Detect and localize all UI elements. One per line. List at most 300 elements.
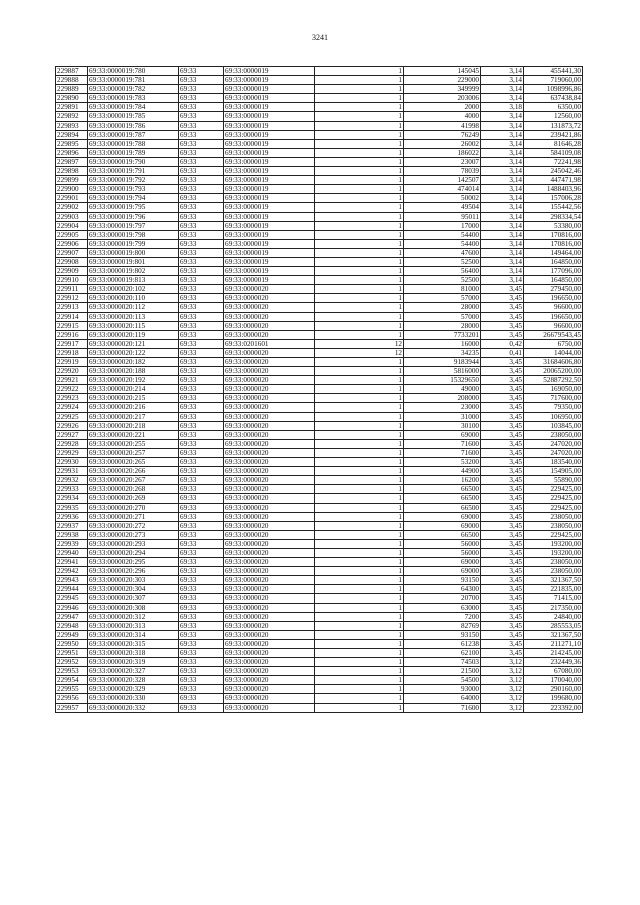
parcel-count-cell: 1	[315, 485, 404, 494]
region-code-cell: 69:33	[179, 285, 224, 294]
parcel-count-cell: 1	[315, 303, 404, 312]
quarter-number-cell: 69:33:0000019	[224, 85, 315, 94]
table-row	[56, 594, 583, 603]
area-cell: 4000	[404, 112, 481, 121]
value-cell: 199680,00	[524, 694, 583, 703]
table-row	[56, 494, 583, 503]
quarter-number-cell: 69:33:0000019	[224, 230, 315, 239]
area-cell: 17000	[404, 221, 481, 230]
region-code-cell: 69:33	[179, 94, 224, 103]
table-row	[56, 230, 583, 239]
quarter-number-cell: 69:33:0000020	[224, 394, 315, 403]
parcel-count-cell: 1	[315, 576, 404, 585]
parcel-count-cell: 1	[315, 630, 404, 639]
cadastral-number-cell: 69:33:0000020:113	[88, 312, 179, 321]
cadastral-number-cell: 69:33:0000019:792	[88, 176, 179, 185]
parcel-count-cell: 1	[315, 667, 404, 676]
parcel-count-cell: 1	[315, 548, 404, 557]
quarter-number-cell: 69:33:0000019	[224, 203, 315, 212]
rate-cell: 3,45	[481, 285, 524, 294]
area-cell: 186022	[404, 148, 481, 157]
area-cell: 93150	[404, 576, 481, 585]
quarter-number-cell: 69:33:0000020	[224, 512, 315, 521]
value-cell: 455441,30	[524, 67, 583, 76]
cadastral-number-cell: 69:33:0000020:294	[88, 548, 179, 557]
area-cell: 16000	[404, 339, 481, 348]
parcel-count-cell: 1	[315, 585, 404, 594]
row-id-cell: 229942	[56, 567, 88, 576]
cadastral-number-cell: 69:33:0000020:295	[88, 558, 179, 567]
cadastral-number-cell: 69:33:0000020:308	[88, 603, 179, 612]
value-cell: 229425,00	[524, 503, 583, 512]
parcel-count-cell: 1	[315, 639, 404, 648]
region-code-cell: 69:33	[179, 539, 224, 548]
rate-cell: 3,45	[481, 630, 524, 639]
table-row	[56, 521, 583, 530]
area-cell: 142507	[404, 176, 481, 185]
quarter-number-cell: 69:33:0000020	[224, 558, 315, 567]
value-cell: 247020,00	[524, 439, 583, 448]
value-cell: 196650,00	[524, 312, 583, 321]
quarter-number-cell: 69:33:0000019	[224, 94, 315, 103]
cadastral-number-cell: 69:33:0000020:122	[88, 348, 179, 357]
cadastral-number-cell: 69:33:0000020:328	[88, 676, 179, 685]
parcel-count-cell: 1	[315, 658, 404, 667]
quarter-number-cell: 69:33:0000019	[224, 239, 315, 248]
value-cell: 55890,00	[524, 476, 583, 485]
cadastral-number-cell: 69:33:0000020:272	[88, 521, 179, 530]
rate-cell: 0,42	[481, 339, 524, 348]
rate-cell: 3,45	[481, 321, 524, 330]
quarter-number-cell: 69:33:0000020	[224, 612, 315, 621]
cadastral-number-cell: 69:33:0000020:327	[88, 667, 179, 676]
quarter-number-cell: 69:33:0000020	[224, 448, 315, 457]
rate-cell: 3,14	[481, 221, 524, 230]
row-id-cell: 229901	[56, 194, 88, 203]
value-cell: 79350,00	[524, 403, 583, 412]
parcel-count-cell: 1	[315, 394, 404, 403]
parcel-count-cell: 1	[315, 421, 404, 430]
parcel-count-cell: 1	[315, 367, 404, 376]
area-cell: 31000	[404, 412, 481, 421]
table-row	[56, 257, 583, 266]
row-id-cell: 229933	[56, 485, 88, 494]
region-code-cell: 69:33	[179, 703, 224, 712]
region-code-cell: 69:33	[179, 248, 224, 257]
table-row	[56, 203, 583, 212]
value-cell: 154905,00	[524, 467, 583, 476]
quarter-number-cell: 69:33:0000019	[224, 121, 315, 130]
cadastral-number-cell: 69:33:0000020:218	[88, 421, 179, 430]
rate-cell: 3,14	[481, 167, 524, 176]
table-row	[56, 148, 583, 157]
cadastral-number-cell: 69:33:0000019:794	[88, 194, 179, 203]
table-row	[56, 558, 583, 567]
row-id-cell: 229892	[56, 112, 88, 121]
quarter-number-cell: 69:33:0000020	[224, 530, 315, 539]
region-code-cell: 69:33	[179, 303, 224, 312]
table-row	[56, 112, 583, 121]
value-cell: 67080,00	[524, 667, 583, 676]
rate-cell: 3,45	[481, 476, 524, 485]
rate-cell: 3,45	[481, 458, 524, 467]
value-cell: 238050,00	[524, 567, 583, 576]
region-code-cell: 69:33	[179, 685, 224, 694]
area-cell: 9183944	[404, 358, 481, 367]
table-row	[56, 139, 583, 148]
quarter-number-cell: 69:33:0000020	[224, 367, 315, 376]
rate-cell: 3,18	[481, 103, 524, 112]
cadastral-number-cell: 69:33:0000020:315	[88, 639, 179, 648]
quarter-number-cell: 69:33:0000019	[224, 130, 315, 139]
area-cell: 41998	[404, 121, 481, 130]
parcel-count-cell: 1	[315, 257, 404, 266]
area-cell: 7733201	[404, 330, 481, 339]
rate-cell: 3,45	[481, 412, 524, 421]
value-cell: 96600,00	[524, 303, 583, 312]
area-cell: 66500	[404, 530, 481, 539]
region-code-cell: 69:33	[179, 521, 224, 530]
row-id-cell: 229950	[56, 639, 88, 648]
value-cell: 183540,00	[524, 458, 583, 467]
region-code-cell: 69:33	[179, 649, 224, 658]
region-code-cell: 69:33	[179, 130, 224, 139]
value-cell: 245042,46	[524, 167, 583, 176]
row-id-cell: 229938	[56, 530, 88, 539]
table-row	[56, 503, 583, 512]
value-cell: 170816,00	[524, 239, 583, 248]
region-code-cell: 69:33	[179, 612, 224, 621]
rate-cell: 3,12	[481, 658, 524, 667]
quarter-number-cell: 69:33:0000019	[224, 194, 315, 203]
parcel-count-cell: 1	[315, 194, 404, 203]
table-row	[56, 367, 583, 376]
rate-cell: 3,12	[481, 676, 524, 685]
value-cell: 229425,00	[524, 530, 583, 539]
region-code-cell: 69:33	[179, 312, 224, 321]
row-id-cell: 229927	[56, 430, 88, 439]
rate-cell: 3,14	[481, 85, 524, 94]
region-code-cell: 69:33	[179, 467, 224, 476]
table-row	[56, 212, 583, 221]
cadastral-number-cell: 69:33:0000019:786	[88, 121, 179, 130]
area-cell: 71600	[404, 703, 481, 712]
parcel-count-cell: 1	[315, 376, 404, 385]
rate-cell: 3,45	[481, 521, 524, 530]
cadastral-number-cell: 69:33:0000020:273	[88, 530, 179, 539]
parcel-count-cell: 1	[315, 403, 404, 412]
row-id-cell: 229889	[56, 85, 88, 94]
table-row	[56, 667, 583, 676]
rate-cell: 3,45	[481, 439, 524, 448]
parcel-count-cell: 1	[315, 312, 404, 321]
table-row	[56, 458, 583, 467]
table-row	[56, 476, 583, 485]
cadastral-number-cell: 69:33:0000019:790	[88, 157, 179, 166]
area-cell: 23000	[404, 403, 481, 412]
row-id-cell: 229918	[56, 348, 88, 357]
table-row	[56, 467, 583, 476]
area-cell: 76249	[404, 130, 481, 139]
row-id-cell: 229888	[56, 76, 88, 85]
rate-cell: 0,41	[481, 348, 524, 357]
region-code-cell: 69:33	[179, 76, 224, 85]
region-code-cell: 69:33	[179, 658, 224, 667]
region-code-cell: 69:33	[179, 421, 224, 430]
value-cell: 170040,00	[524, 676, 583, 685]
row-id-cell: 229920	[56, 367, 88, 376]
table-row	[56, 194, 583, 203]
rate-cell: 3,45	[481, 448, 524, 457]
value-cell: 26679543,45	[524, 330, 583, 339]
rate-cell: 3,14	[481, 121, 524, 130]
row-id-cell: 229902	[56, 203, 88, 212]
cadastral-number-cell: 69:33:0000019:793	[88, 185, 179, 194]
rate-cell: 3,14	[481, 67, 524, 76]
area-cell: 66500	[404, 485, 481, 494]
table-row	[56, 330, 583, 339]
area-cell: 15329650	[404, 376, 481, 385]
cadastral-number-cell: 69:33:0000019:787	[88, 130, 179, 139]
parcel-count-cell: 1	[315, 203, 404, 212]
region-code-cell: 69:33	[179, 448, 224, 457]
row-id-cell: 229925	[56, 412, 88, 421]
value-cell: 290160,00	[524, 685, 583, 694]
cadastral-number-cell: 69:33:0000019:799	[88, 239, 179, 248]
area-cell: 21500	[404, 667, 481, 676]
value-cell: 1488403,96	[524, 185, 583, 194]
parcel-count-cell: 1	[315, 248, 404, 257]
parcel-count-cell: 1	[315, 94, 404, 103]
quarter-number-cell: 69:33:0000020	[224, 467, 315, 476]
rate-cell: 3,45	[481, 485, 524, 494]
area-cell: 34235	[404, 348, 481, 357]
area-cell: 30100	[404, 421, 481, 430]
area-cell: 69000	[404, 521, 481, 530]
region-code-cell: 69:33	[179, 503, 224, 512]
area-cell: 69000	[404, 558, 481, 567]
value-cell: 321367,50	[524, 630, 583, 639]
area-cell: 53200	[404, 458, 481, 467]
area-cell: 81000	[404, 285, 481, 294]
cadastral-number-cell: 69:33:0000020:330	[88, 694, 179, 703]
table-row	[56, 621, 583, 630]
rate-cell: 3,45	[481, 512, 524, 521]
table-row	[56, 512, 583, 521]
region-code-cell: 69:33	[179, 530, 224, 539]
row-id-cell: 229891	[56, 103, 88, 112]
row-id-cell: 229906	[56, 239, 88, 248]
cadastral-number-cell: 69:33:0000019:795	[88, 203, 179, 212]
cadastral-number-cell: 69:33:0000019:782	[88, 85, 179, 94]
table-row	[56, 76, 583, 85]
area-cell: 52500	[404, 257, 481, 266]
row-id-cell: 229949	[56, 630, 88, 639]
region-code-cell: 69:33	[179, 367, 224, 376]
value-cell: 170816,00	[524, 230, 583, 239]
rate-cell: 3,45	[481, 603, 524, 612]
table-row	[56, 685, 583, 694]
table-row	[56, 221, 583, 230]
region-code-cell: 69:33	[179, 603, 224, 612]
region-code-cell: 69:33	[179, 430, 224, 439]
parcel-count-cell: 1	[315, 358, 404, 367]
table-row	[56, 267, 583, 276]
cadastral-number-cell: 69:33:0000019:783	[88, 94, 179, 103]
quarter-number-cell: 69:33:0000019	[224, 67, 315, 76]
region-code-cell: 69:33	[179, 385, 224, 394]
cadastral-number-cell: 69:33:0000019:791	[88, 167, 179, 176]
cadastral-number-cell: 69:33:0000020:265	[88, 458, 179, 467]
value-cell: 193200,00	[524, 539, 583, 548]
page-number: 3241	[312, 33, 328, 42]
quarter-number-cell: 69:33:0000020	[224, 594, 315, 603]
area-cell: 56400	[404, 267, 481, 276]
quarter-number-cell: 69:33:0000019	[224, 112, 315, 121]
quarter-number-cell: 69:33:0000020	[224, 603, 315, 612]
value-cell: 52887292,50	[524, 376, 583, 385]
quarter-number-cell: 69:33:0000020	[224, 303, 315, 312]
region-code-cell: 69:33	[179, 630, 224, 639]
row-id-cell: 229895	[56, 139, 88, 148]
table-row	[56, 630, 583, 639]
cadastral-number-cell: 69:33:0000020:269	[88, 494, 179, 503]
area-cell: 145045	[404, 67, 481, 76]
cadastral-number-cell: 69:33:0000020:319	[88, 658, 179, 667]
quarter-number-cell: 69:33:0000019	[224, 176, 315, 185]
cadastral-number-cell: 69:33:0000020:119	[88, 330, 179, 339]
region-code-cell: 69:33	[179, 348, 224, 357]
cadastral-number-cell: 69:33:0000020:270	[88, 503, 179, 512]
cadastral-number-cell: 69:33:0000020:112	[88, 303, 179, 312]
region-code-cell: 69:33	[179, 376, 224, 385]
table-row	[56, 421, 583, 430]
row-id-cell: 229922	[56, 385, 88, 394]
region-code-cell: 69:33	[179, 239, 224, 248]
cadastral-number-cell: 69:33:0000020:257	[88, 448, 179, 457]
rate-cell: 3,45	[481, 394, 524, 403]
parcel-count-cell: 1	[315, 139, 404, 148]
quarter-number-cell: 69:33:0000020	[224, 621, 315, 630]
table-row	[56, 530, 583, 539]
cadastral-number-cell: 69:33:0000019:784	[88, 103, 179, 112]
region-code-cell: 69:33	[179, 148, 224, 157]
area-cell: 78039	[404, 167, 481, 176]
area-cell: 62100	[404, 649, 481, 658]
cadastral-number-cell: 69:33:0000020:188	[88, 367, 179, 376]
region-code-cell: 69:33	[179, 548, 224, 557]
parcel-count-cell: 1	[315, 221, 404, 230]
value-cell: 6750,00	[524, 339, 583, 348]
parcel-count-cell: 1	[315, 694, 404, 703]
quarter-number-cell: 69:33:0000020	[224, 685, 315, 694]
region-code-cell: 69:33	[179, 157, 224, 166]
region-code-cell: 69:33	[179, 67, 224, 76]
region-code-cell: 69:33	[179, 103, 224, 112]
area-cell: 49000	[404, 385, 481, 394]
cadastral-number-cell: 69:33:0000020:182	[88, 358, 179, 367]
area-cell: 349999	[404, 85, 481, 94]
cadastral-number-cell: 69:33:0000020:221	[88, 430, 179, 439]
row-id-cell: 229890	[56, 94, 88, 103]
quarter-number-cell: 69:33:0000020	[224, 358, 315, 367]
table-row	[56, 448, 583, 457]
area-cell: 71600	[404, 439, 481, 448]
quarter-number-cell: 69:33:0000020	[224, 548, 315, 557]
parcel-count-cell: 1	[315, 494, 404, 503]
value-cell: 238050,00	[524, 512, 583, 521]
quarter-number-cell: 69:33:0000019	[224, 167, 315, 176]
table-row	[56, 157, 583, 166]
table-row	[56, 339, 583, 348]
rate-cell: 3,45	[481, 385, 524, 394]
table-row	[56, 303, 583, 312]
table-row	[56, 121, 583, 130]
cadastral-number-cell: 69:33:0000019:801	[88, 257, 179, 266]
cadastral-number-cell: 69:33:0000019:788	[88, 139, 179, 148]
region-code-cell: 69:33	[179, 485, 224, 494]
area-cell: 56000	[404, 548, 481, 557]
table-row	[56, 639, 583, 648]
row-id-cell: 229940	[56, 548, 88, 557]
value-cell: 155442,56	[524, 203, 583, 212]
quarter-number-cell: 69:33:0000019	[224, 212, 315, 221]
quarter-number-cell: 69:33:0000019	[224, 76, 315, 85]
quarter-number-cell: 69:33:0000020	[224, 667, 315, 676]
row-id-cell: 229930	[56, 458, 88, 467]
row-id-cell: 229907	[56, 248, 88, 257]
value-cell: 177096,00	[524, 267, 583, 276]
cadastral-number-cell: 69:33:0000019:780	[88, 67, 179, 76]
row-id-cell: 229955	[56, 685, 88, 694]
area-cell: 23007	[404, 157, 481, 166]
value-cell: 232449,36	[524, 658, 583, 667]
value-cell: 229425,00	[524, 494, 583, 503]
table-row	[56, 412, 583, 421]
rate-cell: 3,45	[481, 303, 524, 312]
row-id-cell: 229913	[56, 303, 88, 312]
value-cell: 53380,00	[524, 221, 583, 230]
row-id-cell: 229904	[56, 221, 88, 230]
parcel-count-cell: 1	[315, 185, 404, 194]
value-cell: 584109,08	[524, 148, 583, 157]
region-code-cell: 69:33	[179, 321, 224, 330]
rate-cell: 3,12	[481, 703, 524, 712]
cadastral-number-cell: 69:33:0000020:313	[88, 621, 179, 630]
row-id-cell: 229899	[56, 176, 88, 185]
parcel-count-cell: 1	[315, 448, 404, 457]
parcel-count-cell: 1	[315, 530, 404, 539]
cadastral-number-cell: 69:33:0000020:216	[88, 403, 179, 412]
row-id-cell: 229945	[56, 594, 88, 603]
region-code-cell: 69:33	[179, 494, 224, 503]
rate-cell: 3,12	[481, 667, 524, 676]
row-id-cell: 229948	[56, 621, 88, 630]
row-id-cell: 229911	[56, 285, 88, 294]
value-cell: 31684606,80	[524, 358, 583, 367]
rate-cell: 3,45	[481, 312, 524, 321]
quarter-number-cell: 69:33:0000020	[224, 348, 315, 357]
area-cell: 16200	[404, 476, 481, 485]
table-row	[56, 176, 583, 185]
rate-cell: 3,45	[481, 576, 524, 585]
row-id-cell: 229924	[56, 403, 88, 412]
quarter-number-cell: 69:33:0000020	[224, 294, 315, 303]
row-id-cell: 229935	[56, 503, 88, 512]
row-id-cell: 229947	[56, 612, 88, 621]
region-code-cell: 69:33	[179, 267, 224, 276]
value-cell: 239421,86	[524, 130, 583, 139]
